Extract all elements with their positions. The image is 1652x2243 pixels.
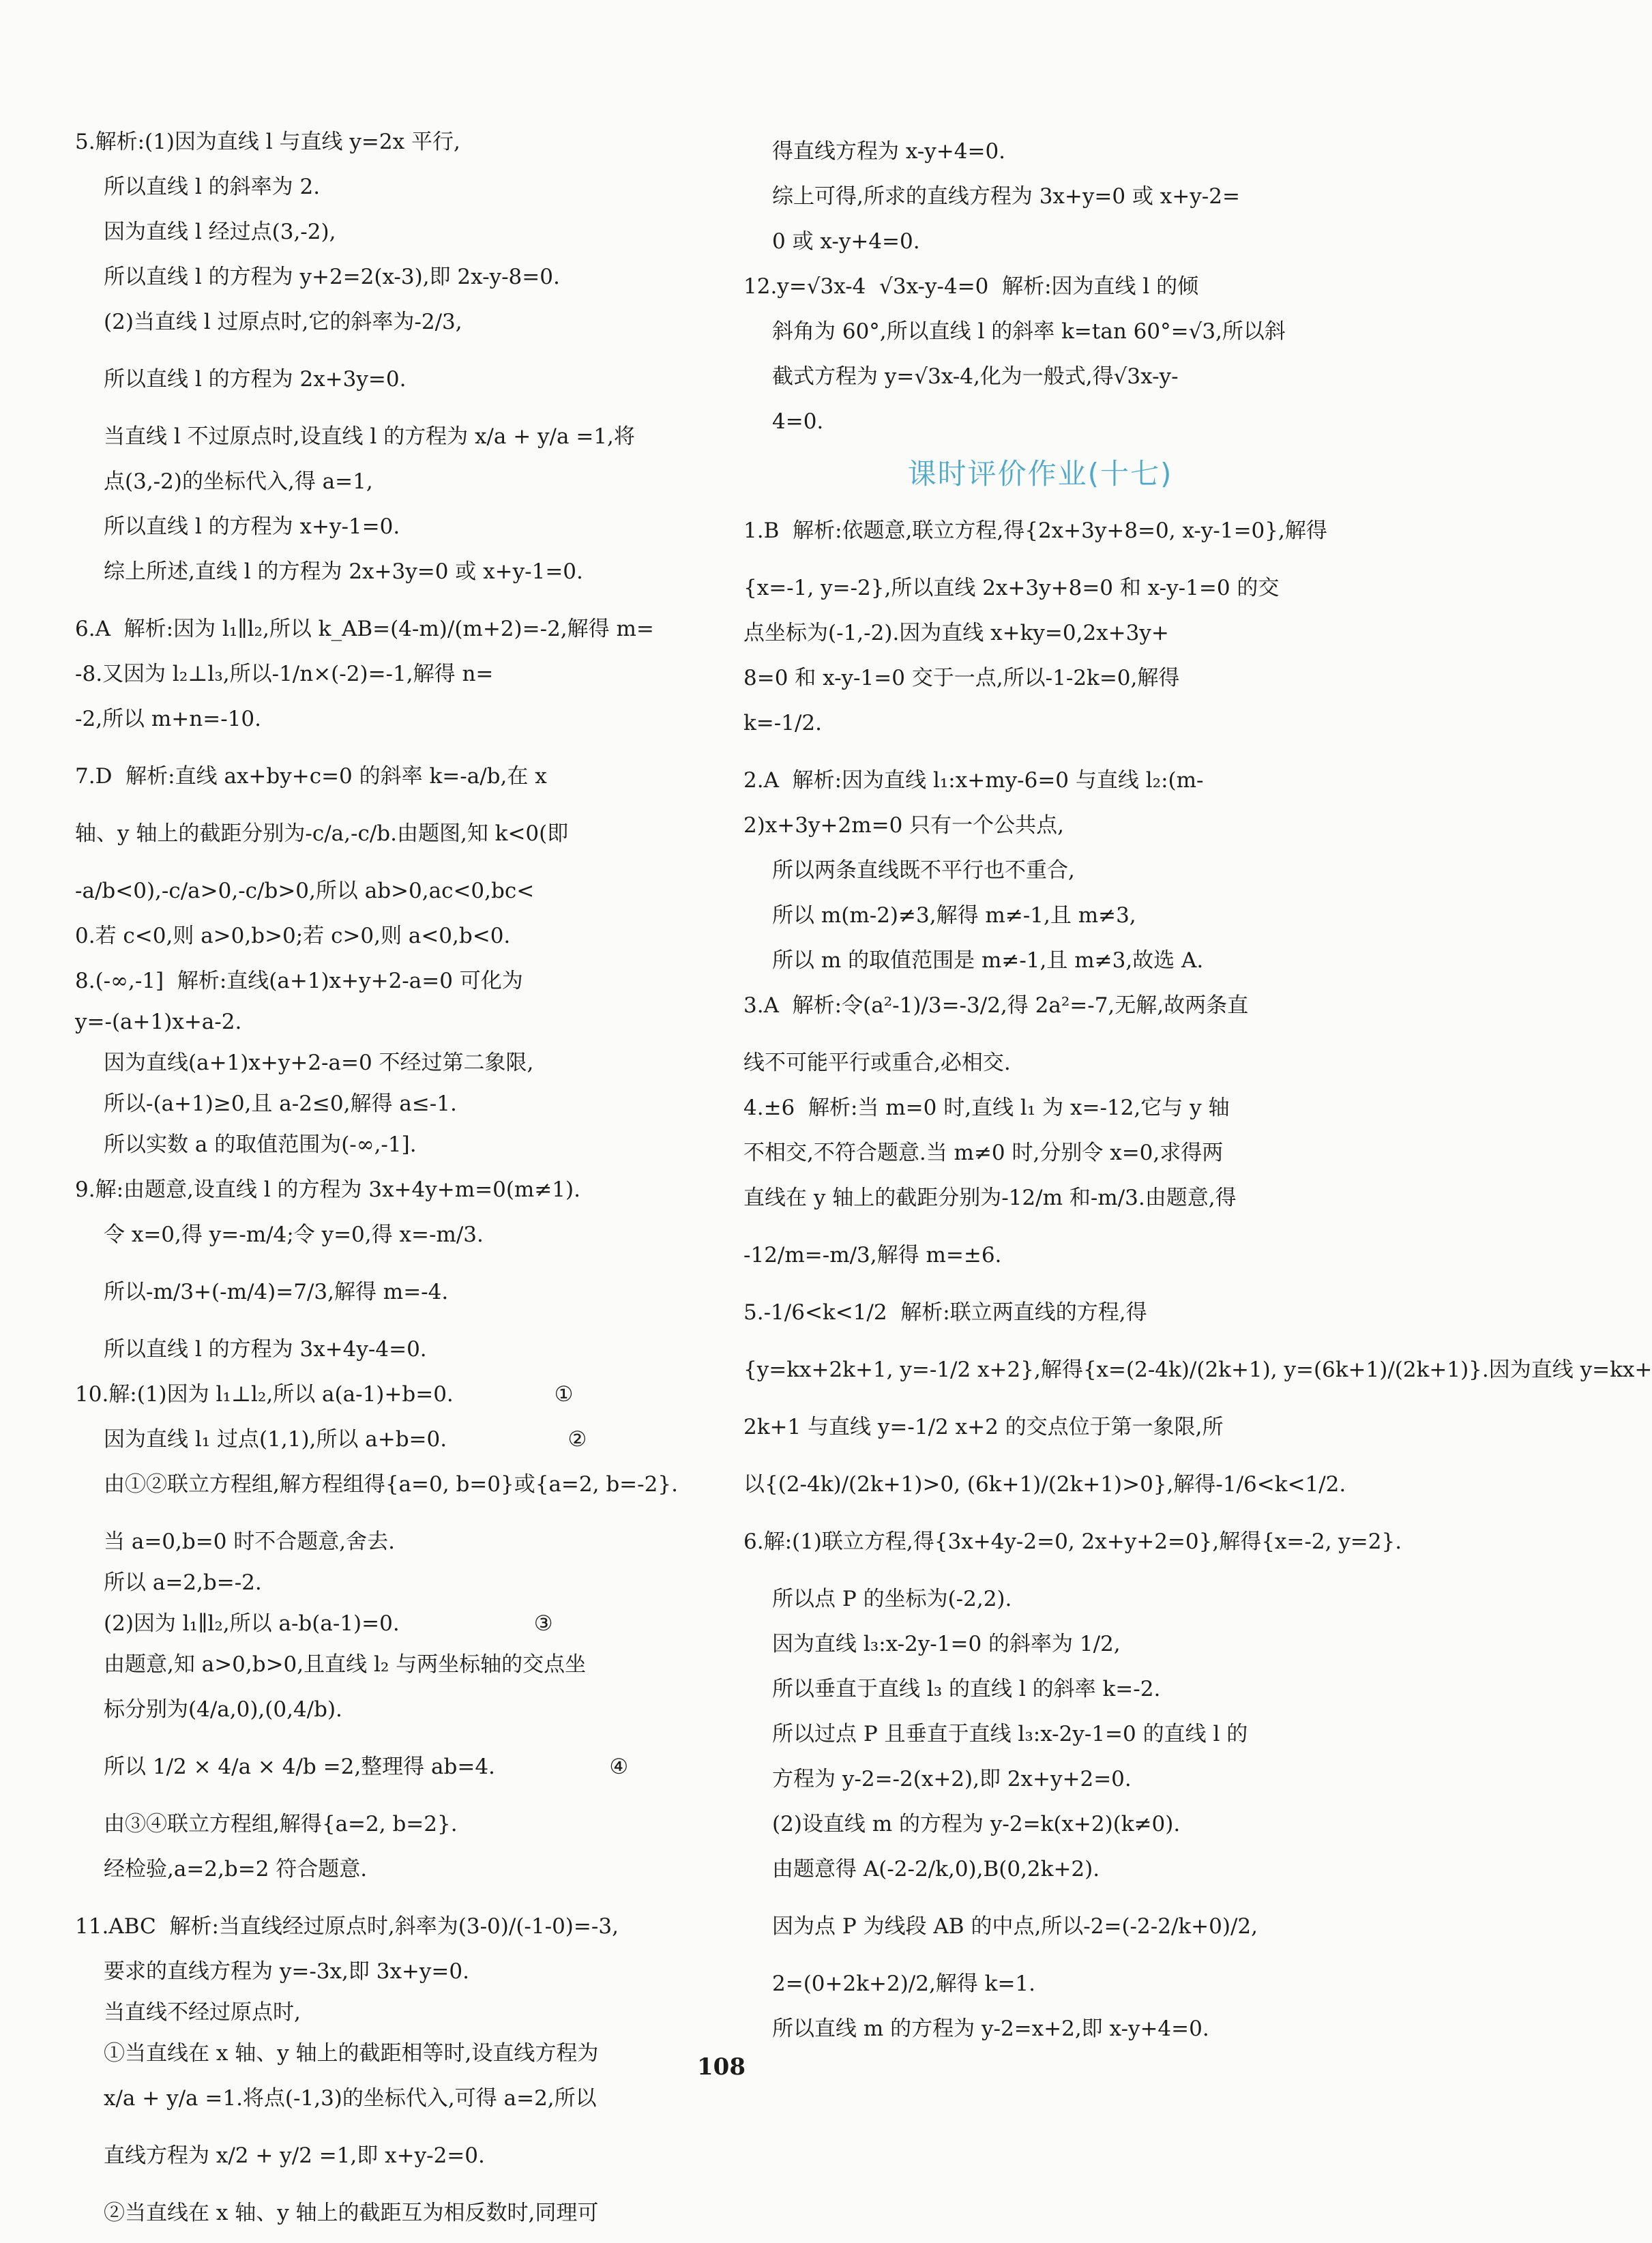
- text-line: 截式方程为 y=√3x-4,化为一般式,得√3x-y-: [772, 364, 1179, 389]
- text-line: 点(3,-2)的坐标代入,得 a=1,: [104, 469, 373, 494]
- text-line: 直线方程为 x/2 + y/2 =1,即 x+y-2=0.: [104, 2143, 485, 2168]
- text-line: 因为直线(a+1)x+y+2-a=0 不经过第二象限,: [104, 1051, 534, 1075]
- text-line: 所以 a=2,b=-2.: [104, 1570, 262, 1595]
- text-line: 所以直线 l 的斜率为 2.: [104, 175, 321, 199]
- text-line: 4=0.: [772, 409, 824, 434]
- section-heading: 课时评价作业(十七): [907, 457, 1173, 490]
- text-line: 所以-(a+1)≥0,且 a-2≤0,解得 a≤-1.: [104, 1091, 457, 1116]
- text-line: 因为直线 l₃:x-2y-1=0 的斜率为 1/2,: [772, 1632, 1121, 1656]
- text-line: 所以 m 的取值范围是 m≠-1,且 m≠3,故选 A.: [772, 948, 1204, 973]
- text-line: 2=(0+2k+2)/2,解得 k=1.: [772, 1971, 1036, 1996]
- text-line: {x=-1, y=-2},所以直线 2x+3y+8=0 和 x-y-1=0 的交: [743, 576, 1280, 600]
- text-line: 以{(2-4k)/(2k+1)>0, (6k+1)/(2k+1)>0},解得-1/6<k<1/2.: [743, 1472, 1346, 1497]
- text-line: 1.B 解析:依题意,联立方程,得{2x+3y+8=0, x-y-1=0},解得: [743, 518, 1327, 543]
- text-line: -2,所以 m+n=-10.: [75, 707, 261, 731]
- text-line: 要求的直线方程为 y=-3x,即 3x+y=0.: [104, 1959, 469, 1984]
- text-line: (2)因为 l₁∥l₂,所以 a-b(a-1)=0. ③: [104, 1611, 553, 1636]
- text-line: -12/m=-m/3,解得 m=±6.: [743, 1243, 1002, 1267]
- page-number: 108: [697, 2053, 746, 2081]
- text-line: 斜角为 60°,所以直线 l 的斜率 k=tan 60°=√3,所以斜: [772, 319, 1286, 344]
- text-line: 2.A 解析:因为直线 l₁:x+my-6=0 与直线 l₂:(m-: [743, 768, 1204, 793]
- text-line: (2)当直线 l 过原点时,它的斜率为-2/3,: [104, 310, 462, 334]
- text-line: x/a + y/a =1.将点(-1,3)的坐标代入,可得 a=2,所以: [104, 2086, 597, 2111]
- text-line: {y=kx+2k+1, y=-1/2 x+2},解得{x=(2-4k)/(2k+1), y=(6k+1)/(2k+1)}.因为直线 y=kx+: [743, 1358, 1652, 1382]
- text-line: 得直线方程为 x-y+4=0.: [772, 139, 1006, 164]
- text-line: 因为直线 l₁ 过点(1,1),所以 a+b=0. ②: [104, 1427, 587, 1452]
- left-column: [75, 127, 678, 2243]
- text-line: ①当直线在 x 轴、y 轴上的截距相等时,设直线方程为: [104, 2041, 599, 2066]
- text-line: 不相交,不符合题意.当 m≠0 时,分别令 x=0,求得两: [743, 1141, 1224, 1165]
- text-line: 线不可能平行或重合,必相交.: [743, 1051, 1011, 1075]
- text-line: 由题意,知 a>0,b>0,且直线 l₂ 与两坐标轴的交点坐: [104, 1652, 587, 1677]
- text-line: 所以 1/2 × 4/a × 4/b =2,整理得 ab=4. ④: [104, 1755, 629, 1779]
- text-line: 所以点 P 的坐标为(-2,2).: [772, 1587, 1012, 1611]
- text-line: 所以直线 m 的方程为 y-2=x+2,即 x-y+4=0.: [772, 2017, 1209, 2041]
- text-line: 所以直线 l 的方程为 y+2=2(x-3),即 2x-y-8=0.: [104, 265, 560, 289]
- text-line: 因为点 P 为线段 AB 的中点,所以-2=(-2-2/k+0)/2,: [772, 1914, 1258, 1939]
- text-line: 所以直线 l 的方程为 3x+4y-4=0.: [104, 1337, 427, 1362]
- text-line: 当直线不经过原点时,: [104, 2000, 301, 2025]
- text-line: 0.若 c<0,则 a>0,b>0;若 c>0,则 a<0,b<0.: [75, 924, 511, 948]
- text-line: 直线在 y 轴上的截距分别为-12/m 和-m/3.由题意,得: [743, 1186, 1237, 1210]
- text-line: 6.解:(1)联立方程,得{3x+4y-2=0, 2x+y+2=0},解得{x=-2, y=2}.: [743, 1529, 1402, 1554]
- text-line: 7.D 解析:直线 ax+by+c=0 的斜率 k=-a/b,在 x: [75, 764, 547, 789]
- text-line: -8.又因为 l₂⊥l₃,所以-1/n×(-2)=-1,解得 n=: [75, 662, 494, 686]
- text-line: 所以直线 l 的方程为 2x+3y=0.: [104, 367, 407, 392]
- text-line: 点坐标为(-1,-2).因为直线 x+ky=0,2x+3y+: [743, 621, 1169, 645]
- text-line: 所以 m(m-2)≠3,解得 m≠-1,且 m≠3,: [772, 903, 1136, 928]
- text-line: 所以-m/3+(-m/4)=7/3,解得 m=-4.: [104, 1280, 449, 1304]
- text-line: 10.解:(1)因为 l₁⊥l₂,所以 a(a-1)+b=0. ①: [75, 1382, 574, 1407]
- text-line: 2)x+3y+2m=0 只有一个公共点,: [743, 813, 1065, 838]
- text-line: 因为直线 l 经过点(3,-2),: [104, 220, 336, 244]
- text-line: y=-(a+1)x+a-2.: [75, 1010, 242, 1034]
- text-line: 所以过点 P 且垂直于直线 l₃:x-2y-1=0 的直线 l 的: [772, 1722, 1248, 1746]
- text-line: 由③④联立方程组,解得{a=2, b=2}.: [104, 1812, 458, 1836]
- text-line: 综上所述,直线 l 的方程为 2x+3y=0 或 x+y-1=0.: [104, 559, 583, 584]
- text-line: 4.±6 解析:当 m=0 时,直线 l₁ 为 x=-12,它与 y 轴: [743, 1096, 1230, 1120]
- text-line: 12.y=√3x-4 √3x-y-4=0 解析:因为直线 l 的倾: [743, 274, 1199, 299]
- text-line: 所以实数 a 的取值范围为(-∞,-1].: [104, 1132, 417, 1157]
- text-line: 6.A 解析:因为 l₁∥l₂,所以 k_AB=(4-m)/(m+2)=-2,解得 m=: [75, 617, 654, 641]
- text-line: 0 或 x-y+4=0.: [772, 229, 920, 254]
- text-line: 5.解析:(1)因为直线 l 与直线 y=2x 平行,: [75, 130, 460, 154]
- text-line: 当直线 l 不过原点时,设直线 l 的方程为 x/a + y/a =1,将: [104, 424, 635, 449]
- text-line: 方程为 y-2=-2(x+2),即 2x+y+2=0.: [772, 1767, 1132, 1791]
- text-line: 标分别为(4/a,0),(0,4/b).: [104, 1697, 342, 1722]
- text-line: 由题意得 A(-2-2/k,0),B(0,2k+2).: [772, 1857, 1100, 1881]
- text-line: 由①②联立方程组,解方程组得{a=0, b=0}或{a=2, b=-2}.: [104, 1472, 678, 1497]
- text-line: 所以垂直于直线 l₃ 的直线 l 的斜率 k=-2.: [772, 1677, 1161, 1701]
- text-line: -a/b<0),-c/a>0,-c/b>0,所以 ab>0,ac<0,bc<: [75, 879, 535, 903]
- text-line: 令 x=0,得 y=-m/4;令 y=0,得 x=-m/3.: [104, 1222, 484, 1247]
- text-line: 当 a=0,b=0 时不合题意,舍去.: [104, 1529, 395, 1554]
- text-line: 3.A 解析:令(a²-1)/3=-3/2,得 2a²=-7,无解,故两条直: [743, 993, 1249, 1018]
- text-line: 所以两条直线既不平行也不重合,: [772, 858, 1075, 883]
- text-line: 经检验,a=2,b=2 符合题意.: [104, 1857, 368, 1881]
- text-line: 5.-1/6<k<1/2 解析:联立两直线的方程,得: [743, 1300, 1147, 1325]
- text-line: (2)设直线 m 的方程为 y-2=k(x+2)(k≠0).: [772, 1812, 1181, 1836]
- text-line: 8.(-∞,-1] 解析:直线(a+1)x+y+2-a=0 可化为: [75, 969, 523, 993]
- text-line: k=-1/2.: [743, 711, 822, 735]
- text-line: 轴、y 轴上的截距分别为-c/a,-c/b.由题图,知 k<0(即: [75, 821, 569, 846]
- text-line: 11.ABC 解析:当直线经过原点时,斜率为(3-0)/(-1-0)=-3,: [75, 1914, 619, 1939]
- text-line: 2k+1 与直线 y=-1/2 x+2 的交点位于第一象限,所: [743, 1415, 1224, 1439]
- text-line: 8=0 和 x-y-1=0 交于一点,所以-1-2k=0,解得: [743, 666, 1180, 690]
- right-column: [743, 136, 1652, 2059]
- text-line: ②当直线在 x 轴、y 轴上的截距互为相反数时,同理可: [104, 2201, 599, 2225]
- text-line: 所以直线 l 的方程为 x+y-1=0.: [104, 514, 400, 539]
- text-line: 9.解:由题意,设直线 l 的方程为 3x+4y+m=0(m≠1).: [75, 1177, 580, 1202]
- text-line: 综上可得,所求的直线方程为 3x+y=0 或 x+y-2=: [772, 184, 1240, 209]
